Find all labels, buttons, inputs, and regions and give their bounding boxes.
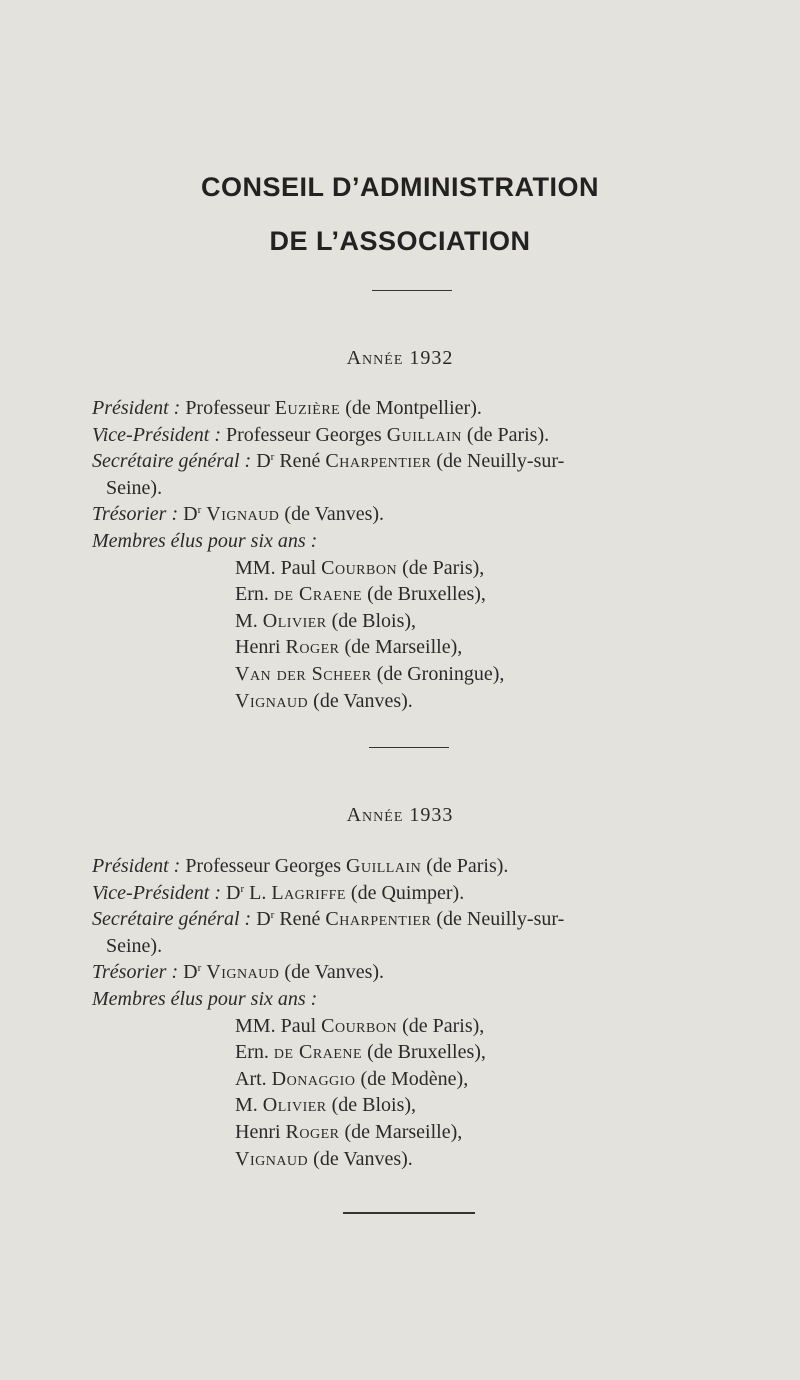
list-item: M. Olivier (de Blois),: [235, 609, 417, 632]
list-item: Vignaud (de Vanves).: [235, 1147, 413, 1170]
treasurer-line: Trésorier : $D^r$ Vignaud (de Vanves).: [92, 503, 385, 526]
person-name: Lagriffe: [271, 881, 346, 904]
page-title-line2: DE L’ASSOCIATION: [269, 226, 531, 256]
page-title-line1: CONSEIL D’ADMINISTRATION: [200, 172, 599, 202]
list-item: Henri Roger (de Marseille),: [235, 636, 463, 659]
treasurer-line: Trésorier : $D^r$ Vignaud (de Vanves).: [92, 961, 385, 984]
year-heading-1933: Année 1933: [346, 804, 454, 826]
person-name: Charpentier: [325, 908, 432, 931]
list-item: Henri Roger (de Marseille),: [235, 1120, 463, 1143]
list-item: Art. Donaggio (de Modène),: [235, 1067, 469, 1090]
divider: [372, 290, 452, 291]
vice-president-line: Vice-Président : $D^r$ L. Lagriffe (de Quimper).: [92, 881, 465, 904]
list-item: Ern. de Craene (de Bruxelles),: [235, 1041, 486, 1064]
person-name: Charpentier: [325, 450, 432, 473]
list-item: Van der Scheer (de Groningue),: [235, 662, 505, 685]
role-label: Trésorier :: [92, 961, 179, 984]
president-line: Président : Professeur Euzière (de Montpellier).: [92, 397, 482, 419]
vice-president-line: Vice-Président : Professeur Georges Guillain (de Paris).: [92, 423, 550, 446]
section-1932: [92, 395, 752, 714]
members-list: [92, 555, 752, 715]
person-name: Euzière: [274, 397, 341, 419]
divider: [369, 747, 449, 748]
members-list: [92, 1013, 752, 1173]
section-1933: [92, 853, 752, 1172]
closing-divider: [343, 1212, 475, 1214]
secretary-line: Secrétaire général : $D^r$ René Charpentier (de Neuilly-sur-: [92, 908, 565, 931]
secretary-line-continued: Seine).: [106, 476, 163, 499]
person-name: Vignaud: [206, 961, 280, 984]
president-line: Président : Professeur Georges Guillain (de Paris).: [92, 855, 509, 877]
secretary-line: Secrétaire général : $D^r$ René Charpentier (de Neuilly-sur-: [92, 450, 565, 473]
role-label: Secrétaire général :: [92, 450, 252, 473]
members-label: Membres élus pour six ans :: [92, 529, 318, 552]
list-item: Ern. de Craene (de Bruxelles),: [235, 583, 486, 606]
year-heading-1932: Année 1932: [346, 347, 454, 369]
list-item: MM. Paul Courbon (de Paris),: [235, 556, 485, 579]
members-label: Membres élus pour six ans :: [92, 987, 318, 1010]
person-name: Guillain: [346, 855, 422, 877]
list-item: Vignaud (de Vanves).: [235, 689, 413, 712]
role-label: Vice-Président :: [92, 881, 222, 904]
person-name: Vignaud: [206, 503, 280, 526]
secretary-line-continued: Seine).: [106, 934, 163, 957]
role-label: Vice-Président :: [92, 423, 222, 446]
role-label: Secrétaire général :: [92, 908, 252, 931]
list-item: M. Olivier (de Blois),: [235, 1094, 417, 1117]
list-item: MM. Paul Courbon (de Paris),: [235, 1014, 485, 1037]
role-label: Président :: [92, 855, 181, 877]
person-name: Guillain: [386, 423, 462, 446]
role-label: Trésorier :: [92, 503, 179, 526]
role-label: Président :: [92, 397, 181, 419]
